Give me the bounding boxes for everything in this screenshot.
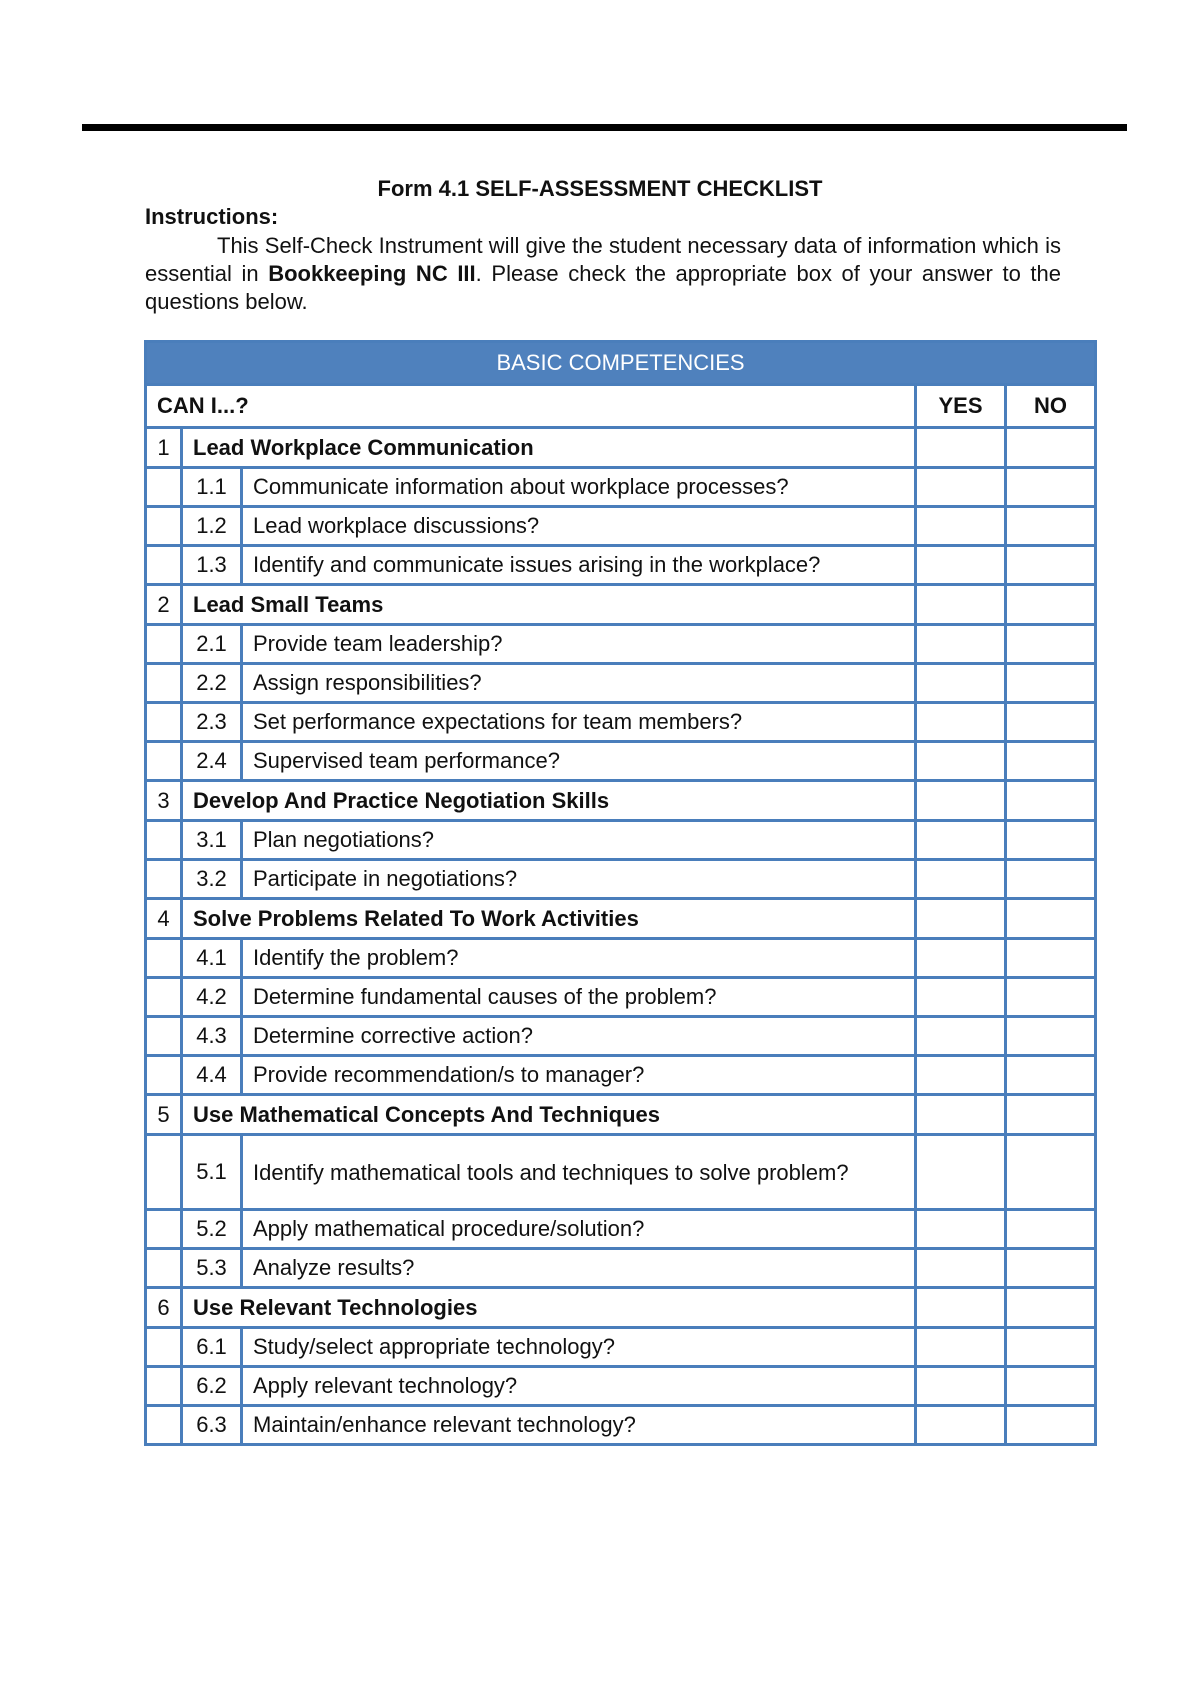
item-row-2-2 [146, 664, 1096, 703]
no-checkbox[interactable] [1006, 821, 1096, 860]
no-checkbox[interactable] [1006, 703, 1096, 742]
blank-cell [146, 821, 182, 860]
yes-checkbox[interactable] [916, 1249, 1006, 1288]
item-row-6-2 [146, 1367, 1096, 1406]
group-row-1 [146, 428, 1096, 468]
group-number: 3 [146, 781, 182, 821]
group-number: 1 [146, 428, 182, 468]
no-checkbox[interactable] [1006, 585, 1096, 625]
yes-checkbox[interactable] [916, 978, 1006, 1017]
item-question: Plan negotiations? [242, 821, 916, 860]
item-row-6-1 [146, 1328, 1096, 1367]
form-title: Form 4.1 SELF-ASSESSMENT CHECKLIST [377, 176, 823, 201]
group-number: 4 [146, 899, 182, 939]
yes-checkbox[interactable] [916, 468, 1006, 507]
instructions-part1: This Self-Check Instrument will give the student necessary data of information which is essential in [145, 233, 1061, 286]
group-row-6 [146, 1288, 1096, 1328]
no-checkbox[interactable] [1006, 1135, 1096, 1210]
item-row-4-3 [146, 1017, 1096, 1056]
item-question: Analyze results? [242, 1249, 916, 1288]
yes-checkbox[interactable] [916, 625, 1006, 664]
yes-checkbox[interactable] [916, 507, 1006, 546]
blank-cell [146, 546, 182, 585]
blank-cell [146, 703, 182, 742]
blank-cell [146, 1017, 182, 1056]
item-row-1-3 [146, 546, 1096, 585]
no-checkbox[interactable] [1006, 428, 1096, 468]
instructions-bold: Bookkeeping NC III [268, 261, 476, 286]
blank-cell [146, 1406, 182, 1445]
item-number: 3.2 [182, 860, 242, 899]
item-number: 6.1 [182, 1328, 242, 1367]
item-row-4-2 [146, 978, 1096, 1017]
blank-cell [146, 1367, 182, 1406]
blank-cell [146, 939, 182, 978]
item-number: 1.1 [182, 468, 242, 507]
item-question: Identify the problem? [242, 939, 916, 978]
item-question: Set performance expectations for team members? [242, 703, 916, 742]
item-number: 3.1 [182, 821, 242, 860]
blank-cell [146, 1135, 182, 1210]
top-rule [82, 124, 1127, 131]
yes-checkbox[interactable] [916, 546, 1006, 585]
group-title: Lead Small Teams [182, 585, 916, 625]
blank-cell [146, 664, 182, 703]
blank-cell [146, 625, 182, 664]
blank-cell [146, 860, 182, 899]
no-checkbox[interactable] [1006, 1249, 1096, 1288]
yes-checkbox[interactable] [916, 1210, 1006, 1249]
item-row-5-2 [146, 1210, 1096, 1249]
no-checkbox[interactable] [1006, 1210, 1096, 1249]
instructions-part2: . Please check the appropriate box of your answer to the questions below. [145, 261, 1061, 314]
group-number: 5 [146, 1095, 182, 1135]
no-checkbox[interactable] [1006, 468, 1096, 507]
table-banner-row [146, 342, 1096, 385]
yes-checkbox[interactable] [916, 664, 1006, 703]
yes-checkbox[interactable] [916, 1328, 1006, 1367]
yes-checkbox[interactable] [916, 860, 1006, 899]
item-number: 1.3 [182, 546, 242, 585]
item-number: 5.2 [182, 1210, 242, 1249]
group-title: Use Mathematical Concepts And Techniques [182, 1095, 916, 1135]
group-title: Solve Problems Related To Work Activities [182, 899, 916, 939]
no-checkbox[interactable] [1006, 1328, 1096, 1367]
item-question: Determine fundamental causes of the problem? [242, 978, 916, 1017]
no-checkbox[interactable] [1006, 899, 1096, 939]
no-checkbox[interactable] [1006, 742, 1096, 781]
item-question: Study/select appropriate technology? [242, 1328, 916, 1367]
yes-checkbox[interactable] [916, 703, 1006, 742]
item-question: Participate in negotiations? [242, 860, 916, 899]
blank-cell [146, 1328, 182, 1367]
no-checkbox[interactable] [1006, 978, 1096, 1017]
item-question: Determine corrective action? [242, 1017, 916, 1056]
blank-cell [146, 1249, 182, 1288]
item-number: 1.2 [182, 507, 242, 546]
group-row-3 [146, 781, 1096, 821]
instructions-text [145, 232, 1061, 316]
item-number: 2.1 [182, 625, 242, 664]
item-row-1-2 [146, 507, 1096, 546]
yes-checkbox[interactable] [916, 1367, 1006, 1406]
group-row-5 [146, 1095, 1096, 1135]
item-number: 2.4 [182, 742, 242, 781]
item-question: Apply mathematical procedure/solution? [242, 1210, 916, 1249]
blank-cell [146, 978, 182, 1017]
item-row-5-3 [146, 1249, 1096, 1288]
item-row-2-4 [146, 742, 1096, 781]
item-row-2-3 [146, 703, 1096, 742]
item-number: 4.2 [182, 978, 242, 1017]
yes-checkbox[interactable] [916, 1056, 1006, 1095]
blank-cell [146, 1056, 182, 1095]
checklist-table [144, 340, 1097, 1446]
no-checkbox[interactable] [1006, 1095, 1096, 1135]
item-question: Maintain/enhance relevant technology? [242, 1406, 916, 1445]
item-row-3-2 [146, 860, 1096, 899]
instructions-label: Instructions: [145, 204, 279, 229]
group-number: 6 [146, 1288, 182, 1328]
no-checkbox[interactable] [1006, 939, 1096, 978]
no-checkbox[interactable] [1006, 625, 1096, 664]
item-number: 6.2 [182, 1367, 242, 1406]
item-number: 4.1 [182, 939, 242, 978]
no-checkbox[interactable] [1006, 1367, 1096, 1406]
no-header: NO [1006, 385, 1096, 428]
item-number: 5.1 [182, 1135, 242, 1210]
item-question: Lead workplace discussions? [242, 507, 916, 546]
item-row-5-1 [146, 1135, 1096, 1210]
item-row-4-4 [146, 1056, 1096, 1095]
item-number: 5.3 [182, 1249, 242, 1288]
item-number: 4.4 [182, 1056, 242, 1095]
item-number: 2.2 [182, 664, 242, 703]
item-row-4-1 [146, 939, 1096, 978]
group-title: Use Relevant Technologies [182, 1288, 916, 1328]
group-title: Lead Workplace Communication [182, 428, 916, 468]
yes-checkbox[interactable] [916, 1017, 1006, 1056]
yes-checkbox[interactable] [916, 1135, 1006, 1210]
no-checkbox[interactable] [1006, 546, 1096, 585]
item-question: Identify and communicate issues arising in the workplace? [242, 546, 916, 585]
group-row-4 [146, 899, 1096, 939]
no-checkbox[interactable] [1006, 1288, 1096, 1328]
item-number: 4.3 [182, 1017, 242, 1056]
blank-cell [146, 468, 182, 507]
group-title: Develop And Practice Negotiation Skills [182, 781, 916, 821]
yes-checkbox[interactable] [916, 899, 1006, 939]
item-number: 2.3 [182, 703, 242, 742]
item-question: Supervised team performance? [242, 742, 916, 781]
no-checkbox[interactable] [1006, 1017, 1096, 1056]
no-checkbox[interactable] [1006, 860, 1096, 899]
item-question: Communicate information about workplace processes? [242, 468, 916, 507]
item-row-6-3 [146, 1406, 1096, 1445]
table-banner: BASIC COMPETENCIES [146, 342, 1096, 385]
item-question: Assign responsibilities? [242, 664, 916, 703]
table-header-row [146, 385, 1096, 428]
yes-checkbox[interactable] [916, 821, 1006, 860]
no-checkbox[interactable] [1006, 1056, 1096, 1095]
blank-cell [146, 507, 182, 546]
yes-checkbox[interactable] [916, 781, 1006, 821]
item-row-3-1 [146, 821, 1096, 860]
blank-cell [146, 1210, 182, 1249]
item-question: Provide recommendation/s to manager? [242, 1056, 916, 1095]
yes-checkbox[interactable] [916, 585, 1006, 625]
item-row-1-1 [146, 468, 1096, 507]
yes-checkbox[interactable] [916, 742, 1006, 781]
no-checkbox[interactable] [1006, 664, 1096, 703]
yes-header: YES [916, 385, 1006, 428]
yes-checkbox[interactable] [916, 939, 1006, 978]
no-checkbox[interactable] [1006, 781, 1096, 821]
blank-cell [146, 742, 182, 781]
item-number: 6.3 [182, 1406, 242, 1445]
yes-checkbox[interactable] [916, 1095, 1006, 1135]
yes-checkbox[interactable] [916, 428, 1006, 468]
item-row-2-1 [146, 625, 1096, 664]
no-checkbox[interactable] [1006, 1406, 1096, 1445]
no-checkbox[interactable] [1006, 507, 1096, 546]
group-number: 2 [146, 585, 182, 625]
item-question: Apply relevant technology? [242, 1367, 916, 1406]
yes-checkbox[interactable] [916, 1406, 1006, 1445]
yes-checkbox[interactable] [916, 1288, 1006, 1328]
can-header: CAN I...? [146, 385, 916, 428]
item-question: Provide team leadership? [242, 625, 916, 664]
item-question: Identify mathematical tools and techniques to solve problem? [242, 1135, 916, 1210]
group-row-2 [146, 585, 1096, 625]
